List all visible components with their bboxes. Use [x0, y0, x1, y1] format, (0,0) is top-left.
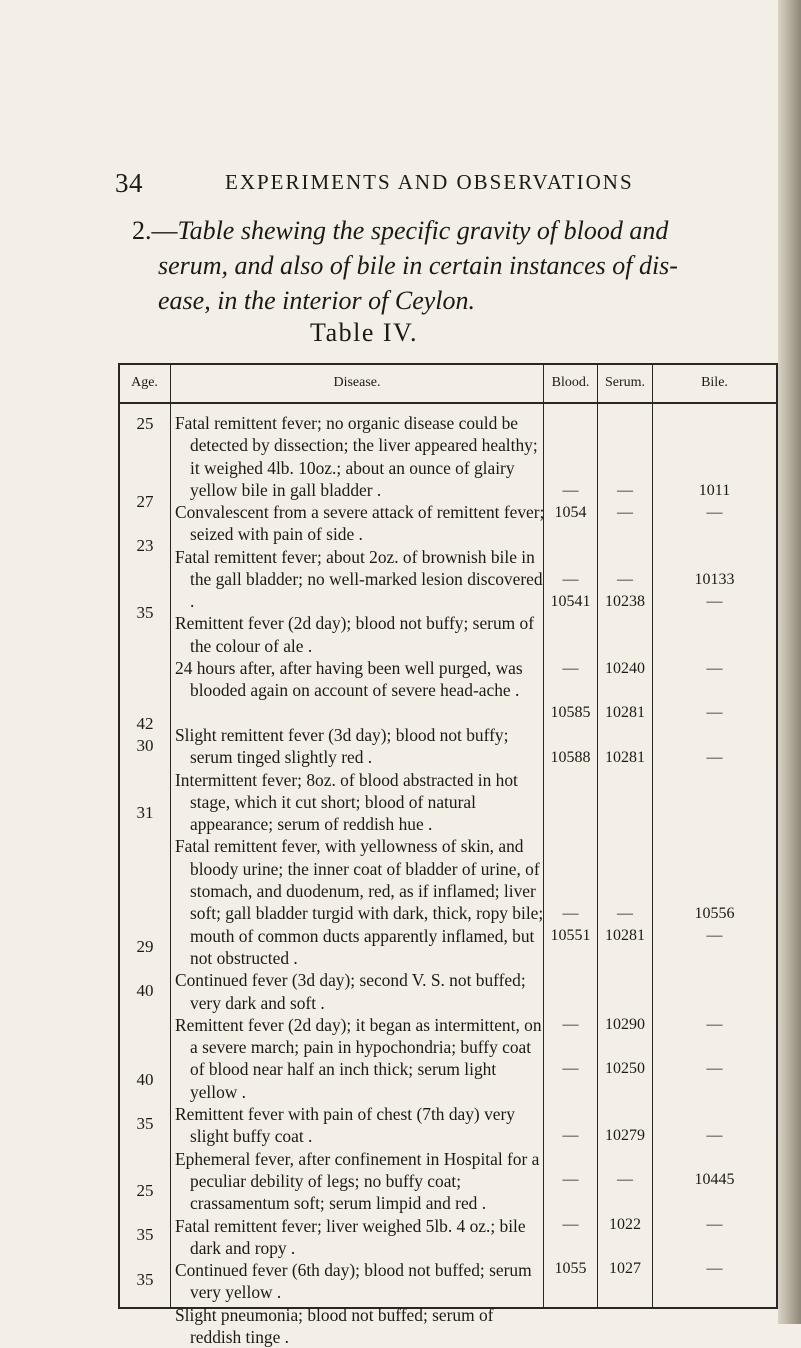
blood-cell: —: [562, 1216, 579, 1233]
serum-cell: —: [617, 482, 633, 499]
bile-cell: —: [706, 704, 723, 721]
disease-cell: Fatal remittent fever; no organic disease could be detected by dissection; the liver appeared healthy; it weighed 4lb. 10oz.; about an ounce of glairy yellow bile in gall bladder .: [175, 413, 538, 500]
blood-cell: 10541: [550, 593, 591, 610]
serum-cell: —: [617, 905, 633, 922]
table-right-rule: [776, 363, 778, 1308]
blood-cell: —: [562, 1016, 579, 1033]
age-cell: 23: [136, 536, 154, 555]
disease-cell: Fatal remittent fever; about 2oz. of brownish bile in the gall bladder; no well-marked lesion discovered .: [175, 546, 543, 612]
blood-cell: —: [562, 905, 579, 922]
serum-cell: 10290: [605, 1016, 645, 1033]
bile-cell: —: [706, 1216, 723, 1233]
disease-cell: Continued fever (3d day); second V. S. not buffed; very dark and soft .: [175, 970, 526, 1013]
blood-cell: —: [562, 1127, 579, 1144]
bile-cell: —: [706, 749, 723, 766]
bile-cell: —: [706, 1060, 723, 1077]
table-label: Table IV.: [310, 318, 418, 347]
age-cell: 35: [136, 1270, 154, 1289]
disease-cell: Fatal remittent fever, with yellowness of skin, and bloody urine; the inner coat of bladder of urine, of stomach, and duodenum, red, as if inflamed; liver soft; gall bladder turgid with dark, thick, ropy bile; mouth of common ducts apparently inflamed, but not obstructed .: [175, 836, 544, 968]
blood-cell: 1054: [554, 504, 587, 521]
age-cell: 42: [136, 714, 154, 733]
disease-cell: Continued fever (6th day); blood not buffed; serum very yellow .: [175, 1260, 532, 1303]
blood-cell: 1055: [554, 1260, 587, 1277]
blood-cell: —: [562, 1171, 579, 1188]
bile-cell: —: [706, 660, 723, 677]
age-cell: 35: [136, 1225, 154, 1244]
age-cell: 30: [136, 736, 154, 755]
caption-line-1: Table shewing the specific gravity of blood and: [177, 216, 669, 245]
bile-cell: —: [706, 593, 723, 610]
disease-cell: Remittent fever (2d day); it began as intermittent, on a severe march; pain in hypochondria; buffy coat of blood near half an inch thick; serum light yellow .: [175, 1014, 542, 1102]
serum-cell: 10238: [605, 593, 645, 610]
column-header-blood: Blood.: [551, 375, 590, 390]
serum-cell: 1027: [609, 1260, 641, 1277]
blood-cell: 10551: [550, 927, 591, 944]
caption-number: 2.—: [132, 216, 178, 245]
blood-cell: —: [562, 482, 579, 499]
disease-cell: Ephemeral fever, after confinement in Hospital for a peculiar debility of legs; no buffy coat; crassamentum soft; serum limpid and red .: [175, 1148, 540, 1214]
col-rule-age: [170, 363, 171, 1308]
disease-cell: Fatal remittent fever; liver weighed 5lb. 4 oz.; bile dark and ropy .: [175, 1215, 526, 1258]
bile-cell: —: [706, 1260, 723, 1277]
serum-cell: 1022: [609, 1216, 641, 1233]
serum-cell: —: [617, 504, 633, 521]
column-header-serum: Serum.: [604, 375, 646, 390]
age-cell: 27: [136, 492, 154, 511]
bile-cell: —: [706, 1127, 723, 1144]
serum-cell: 10250: [605, 1060, 645, 1077]
column-header-disease: Disease.: [333, 375, 381, 390]
disease-cell: Slight pneumonia; blood not buffed; serum of reddish tinge .: [175, 1304, 494, 1347]
age-cell: 25: [136, 414, 154, 433]
bile-cell: 1011: [698, 482, 731, 499]
caption-line-3: ease, in the interior of Ceylon.: [158, 286, 476, 315]
bile-cell: 10556: [694, 905, 735, 922]
table-header-rule: [118, 402, 778, 404]
page-number: 34: [115, 168, 143, 198]
blood-cell: —: [562, 660, 579, 677]
age-cell: 25: [136, 1181, 154, 1200]
disease-cell: Convalescent from a severe attack of remittent fever; seized with pain of side .: [175, 502, 545, 545]
disease-cell: Slight remittent fever (3d day); blood not buffy; serum tinged slightly red .: [175, 724, 509, 768]
serum-cell: 10281: [605, 927, 645, 944]
blood-cell: 10585: [550, 704, 591, 721]
bile-cell: —: [706, 927, 723, 944]
table-top-rule: [118, 363, 778, 365]
bile-cell: 10133: [694, 571, 735, 588]
bile-cell: —: [706, 504, 723, 521]
table-caption: [132, 213, 752, 318]
column-header-bile: Bile.: [701, 375, 728, 390]
disease-column: [175, 412, 545, 1348]
age-cell: 40: [136, 981, 154, 1000]
blood-cell: 10588: [550, 749, 591, 766]
disease-cell: Remittent fever with pain of chest (7th day) very slight buffy coat .: [175, 1104, 515, 1147]
serum-cell: —: [617, 1171, 633, 1188]
running-title: EXPERIMENTS AND OBSERVATIONS: [225, 170, 634, 194]
blood-cell: —: [562, 1060, 579, 1077]
serum-cell: 10281: [605, 749, 645, 766]
blood-cell: —: [562, 571, 579, 588]
age-cell: 35: [136, 1114, 154, 1133]
age-cell: 29: [136, 937, 154, 956]
serum-cell: 10281: [605, 704, 645, 721]
disease-cell: Intermittent fever; 8oz. of blood abstracted in hot stage, which it cut short; blood of natural appearance; serum of reddish hue .: [175, 769, 518, 835]
disease-cell: 24 hours after, after having been well purged, was blooded again on account of severe head-ache .: [175, 658, 523, 701]
serum-cell: —: [617, 571, 633, 588]
serum-cell: 10240: [605, 660, 645, 677]
age-cell: 35: [136, 603, 154, 622]
caption-line-2: serum, and also of bile in certain instances of dis-: [158, 251, 678, 280]
age-cell: 40: [136, 1070, 154, 1089]
page-edge: [778, 0, 801, 1324]
age-cell: 31: [136, 803, 154, 822]
disease-cell: Remittent fever (2d day); blood not buffy; serum of the colour of ale .: [175, 613, 535, 656]
column-header-age: Age.: [131, 375, 158, 390]
bile-cell: 10445: [694, 1171, 735, 1188]
serum-cell: 10279: [605, 1127, 645, 1144]
bile-cell: —: [706, 1016, 723, 1033]
